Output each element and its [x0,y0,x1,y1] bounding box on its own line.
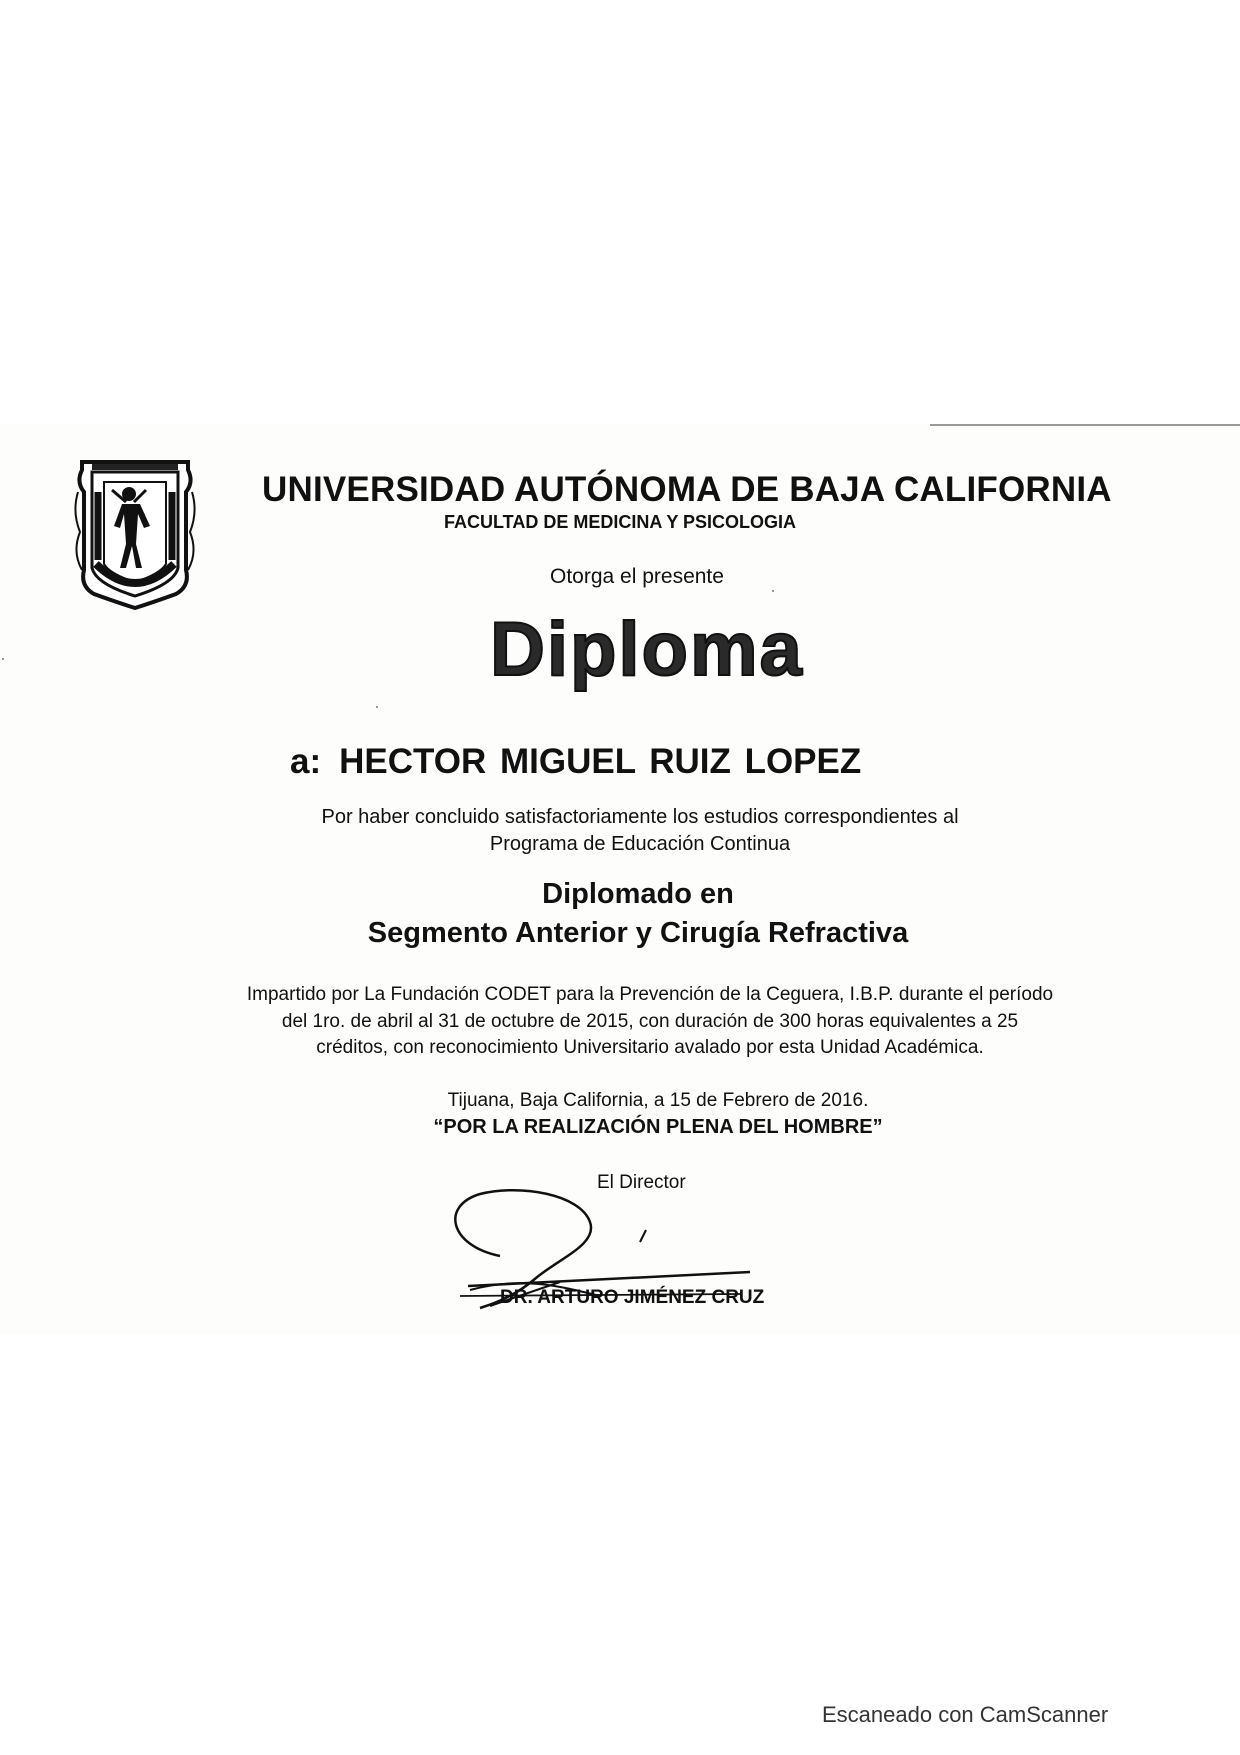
scan-speck [376,706,378,708]
recipient-name: HECTOR MIGUEL RUIZ LOPEZ [339,742,862,781]
paper-edge-line [930,424,1240,426]
scanner-watermark: Escaneado con CamScanner [822,1702,1109,1727]
grants-line: Otorga el presente [550,565,724,588]
diploma-title: Diploma [490,607,804,692]
reason-line-2: Programa de Educación Continua [489,833,791,855]
university-seal-icon [74,452,196,612]
details-line-3: créditos, con reconocimiento Universitario avalado por esta Unidad Académica. [316,1037,984,1058]
recipient-line [290,742,861,782]
director-title: El Director [597,1172,686,1193]
course-line-1: Diplomado en [542,878,734,910]
director-name: DR. ARTURO JIMÉNEZ CRUZ [500,1287,765,1308]
reason-line-1: Por haber concluido satisfactoriamente los estudios correspondientes al [321,806,959,828]
course-line-2: Segmento Anterior y Cirugía Refractiva [367,917,909,949]
university-name: UNIVERSIDAD AUTÓNOMA DE BAJA CALIFORNIA [262,470,1112,509]
details-line-2: del 1ro. de abril al 31 de octubre de 2015, con duración de 300 horas equivalentes a 25 [281,1011,1019,1032]
faculty-name: FACULTAD DE MEDICINA Y PSICOLOGIA [444,512,797,532]
details-line-1: Impartido por La Fundación CODET para la Prevención de la Ceguera, I.B.P. durante el período [246,984,1054,1005]
motto: “POR LA REALIZACIÓN PLENA DEL HOMBRE” [433,1116,883,1138]
place-date: Tijuana, Baja California, a 15 de Febrero de 2016. [447,1090,869,1111]
scan-speck [772,590,774,592]
scan-speck [2,658,4,660]
recipient-prefix: a: [290,742,322,781]
